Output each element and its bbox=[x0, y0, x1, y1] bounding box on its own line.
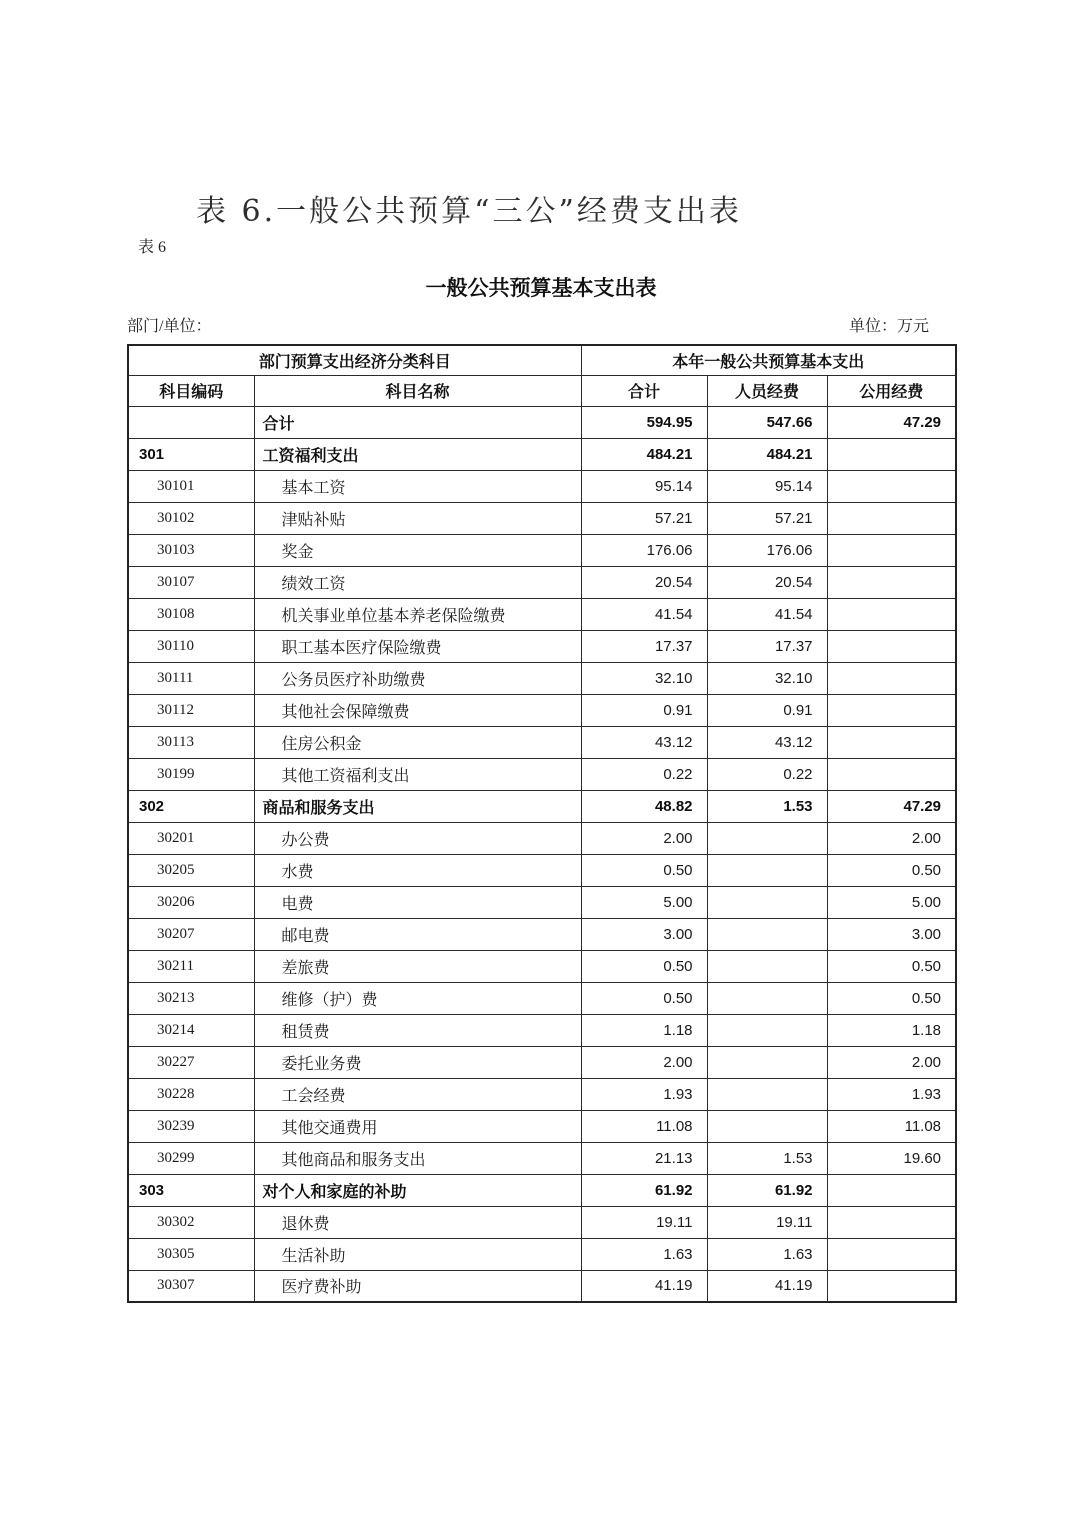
cell-name: 公务员医疗补助缴费 bbox=[254, 662, 581, 694]
cell-code: 30111 bbox=[128, 662, 254, 694]
table-row bbox=[128, 502, 956, 534]
cell-name: 商品和服务支出 bbox=[254, 790, 581, 822]
cell-public: 2.00 bbox=[827, 822, 956, 854]
cell-public bbox=[827, 534, 956, 566]
cell-code: 30207 bbox=[128, 918, 254, 950]
table-row bbox=[128, 886, 956, 918]
table-row bbox=[128, 1078, 956, 1110]
cell-public: 47.29 bbox=[827, 790, 956, 822]
cell-name: 电费 bbox=[254, 886, 581, 918]
cell-name: 其他工资福利支出 bbox=[254, 758, 581, 790]
cell-total: 20.54 bbox=[581, 566, 707, 598]
cell-total: 1.93 bbox=[581, 1078, 707, 1110]
cell-name: 办公费 bbox=[254, 822, 581, 854]
table-number-label: 表 6 bbox=[138, 239, 167, 256]
department-unit-label: 部门/单位： bbox=[127, 318, 212, 335]
cell-total: 41.19 bbox=[581, 1270, 707, 1302]
cell-total: 19.11 bbox=[581, 1206, 707, 1238]
cell-name: 医疗费补助 bbox=[254, 1270, 581, 1302]
table-row bbox=[128, 1206, 956, 1238]
cell-public: 1.18 bbox=[827, 1014, 956, 1046]
cell-code: 30299 bbox=[128, 1142, 254, 1174]
cell-personnel: 41.19 bbox=[707, 1270, 827, 1302]
cell-total: 0.50 bbox=[581, 982, 707, 1014]
cell-code bbox=[128, 406, 254, 438]
cell-personnel: 95.14 bbox=[707, 470, 827, 502]
cell-personnel bbox=[707, 886, 827, 918]
cell-code: 30213 bbox=[128, 982, 254, 1014]
table-row bbox=[128, 470, 956, 502]
cell-name: 绩效工资 bbox=[254, 566, 581, 598]
table-row bbox=[128, 1270, 956, 1302]
cell-name: 工资福利支出 bbox=[254, 438, 581, 470]
cell-total: 57.21 bbox=[581, 502, 707, 534]
table-row bbox=[128, 406, 956, 438]
cell-code: 30214 bbox=[128, 1014, 254, 1046]
cell-personnel bbox=[707, 1046, 827, 1078]
cell-code: 30101 bbox=[128, 470, 254, 502]
table-row bbox=[128, 1142, 956, 1174]
group-header-row bbox=[128, 345, 956, 375]
cell-public bbox=[827, 438, 956, 470]
cell-personnel bbox=[707, 822, 827, 854]
cell-personnel: 0.22 bbox=[707, 758, 827, 790]
cell-code: 30110 bbox=[128, 630, 254, 662]
cell-personnel bbox=[707, 1078, 827, 1110]
table-row bbox=[128, 662, 956, 694]
table-row bbox=[128, 630, 956, 662]
cell-name: 住房公积金 bbox=[254, 726, 581, 758]
cell-code: 30307 bbox=[128, 1270, 254, 1302]
cell-public bbox=[827, 726, 956, 758]
table-row bbox=[128, 598, 956, 630]
cell-personnel: 19.11 bbox=[707, 1206, 827, 1238]
cell-code: 30108 bbox=[128, 598, 254, 630]
cell-personnel: 547.66 bbox=[707, 406, 827, 438]
cell-name: 其他商品和服务支出 bbox=[254, 1142, 581, 1174]
cell-name: 机关事业单位基本养老保险缴费 bbox=[254, 598, 581, 630]
cell-public bbox=[827, 502, 956, 534]
cell-name: 委托业务费 bbox=[254, 1046, 581, 1078]
cell-public: 2.00 bbox=[827, 1046, 956, 1078]
table-row bbox=[128, 982, 956, 1014]
cell-public: 3.00 bbox=[827, 918, 956, 950]
cell-name: 租赁费 bbox=[254, 1014, 581, 1046]
col-header-subject-name: 科目名称 bbox=[254, 375, 581, 406]
table-title: 一般公共预算基本支出表 bbox=[425, 277, 657, 300]
col-header-subject-code: 科目编码 bbox=[128, 375, 254, 406]
table-row bbox=[128, 854, 956, 886]
cell-name: 其他社会保障缴费 bbox=[254, 694, 581, 726]
cell-name: 奖金 bbox=[254, 534, 581, 566]
cell-total: 32.10 bbox=[581, 662, 707, 694]
cell-public bbox=[827, 566, 956, 598]
table-row bbox=[128, 694, 956, 726]
cell-code: 303 bbox=[128, 1174, 254, 1206]
cell-public bbox=[827, 758, 956, 790]
cell-public: 11.08 bbox=[827, 1110, 956, 1142]
cell-code: 30112 bbox=[128, 694, 254, 726]
cell-code: 301 bbox=[128, 438, 254, 470]
cell-total: 1.63 bbox=[581, 1238, 707, 1270]
table-row bbox=[128, 438, 956, 470]
cell-total: 21.13 bbox=[581, 1142, 707, 1174]
cell-total: 41.54 bbox=[581, 598, 707, 630]
cell-total: 17.37 bbox=[581, 630, 707, 662]
cell-personnel: 1.53 bbox=[707, 1142, 827, 1174]
cell-code: 30201 bbox=[128, 822, 254, 854]
cell-code: 30206 bbox=[128, 886, 254, 918]
cell-public bbox=[827, 1238, 956, 1270]
cell-code: 30102 bbox=[128, 502, 254, 534]
table-row bbox=[128, 1174, 956, 1206]
cell-total: 95.14 bbox=[581, 470, 707, 502]
table-row bbox=[128, 534, 956, 566]
cell-personnel: 57.21 bbox=[707, 502, 827, 534]
cell-public bbox=[827, 1206, 956, 1238]
table-row bbox=[128, 566, 956, 598]
group-header-basic-expenditure: 本年一般公共预算基本支出 bbox=[581, 345, 956, 375]
cell-total: 0.22 bbox=[581, 758, 707, 790]
table-row bbox=[128, 950, 956, 982]
cell-total: 3.00 bbox=[581, 918, 707, 950]
table-row bbox=[128, 918, 956, 950]
cell-name: 合计 bbox=[254, 406, 581, 438]
cell-personnel: 41.54 bbox=[707, 598, 827, 630]
cell-name: 津贴补贴 bbox=[254, 502, 581, 534]
cell-total: 11.08 bbox=[581, 1110, 707, 1142]
cell-public bbox=[827, 598, 956, 630]
cell-personnel bbox=[707, 1110, 827, 1142]
cell-total: 0.50 bbox=[581, 950, 707, 982]
table-row bbox=[128, 1046, 956, 1078]
cell-public: 0.50 bbox=[827, 950, 956, 982]
cell-public: 1.93 bbox=[827, 1078, 956, 1110]
cell-name: 邮电费 bbox=[254, 918, 581, 950]
cell-code: 30227 bbox=[128, 1046, 254, 1078]
cell-code: 30302 bbox=[128, 1206, 254, 1238]
table-row bbox=[128, 758, 956, 790]
table-row bbox=[128, 1014, 956, 1046]
cell-code: 30228 bbox=[128, 1078, 254, 1110]
cell-total: 594.95 bbox=[581, 406, 707, 438]
cell-public bbox=[827, 630, 956, 662]
cell-total: 176.06 bbox=[581, 534, 707, 566]
table-body bbox=[128, 406, 956, 1302]
cell-code: 30239 bbox=[128, 1110, 254, 1142]
cell-personnel bbox=[707, 1014, 827, 1046]
cell-personnel bbox=[707, 982, 827, 1014]
cell-total: 484.21 bbox=[581, 438, 707, 470]
cell-total: 43.12 bbox=[581, 726, 707, 758]
cell-public bbox=[827, 662, 956, 694]
cell-personnel bbox=[707, 854, 827, 886]
cell-code: 30305 bbox=[128, 1238, 254, 1270]
cell-public: 47.29 bbox=[827, 406, 956, 438]
column-header-row bbox=[128, 375, 956, 406]
table-row bbox=[128, 1110, 956, 1142]
cell-public bbox=[827, 1270, 956, 1302]
table-row bbox=[128, 822, 956, 854]
cell-name: 基本工资 bbox=[254, 470, 581, 502]
cell-code: 30199 bbox=[128, 758, 254, 790]
table-row bbox=[128, 1238, 956, 1270]
table-meta-row bbox=[127, 313, 941, 336]
cell-name: 工会经费 bbox=[254, 1078, 581, 1110]
cell-total: 0.91 bbox=[581, 694, 707, 726]
cell-personnel: 1.53 bbox=[707, 790, 827, 822]
cell-public: 0.50 bbox=[827, 854, 956, 886]
cell-code: 30107 bbox=[128, 566, 254, 598]
col-header-public-funds: 公用经费 bbox=[827, 375, 956, 406]
cell-personnel: 176.06 bbox=[707, 534, 827, 566]
cell-personnel: 1.63 bbox=[707, 1238, 827, 1270]
cell-name: 维修（护）费 bbox=[254, 982, 581, 1014]
document-title: 表 6.一般公共预算“三公”经费支出表 bbox=[196, 194, 742, 229]
cell-personnel: 484.21 bbox=[707, 438, 827, 470]
cell-personnel bbox=[707, 918, 827, 950]
cell-personnel bbox=[707, 950, 827, 982]
table-row bbox=[128, 726, 956, 758]
cell-total: 2.00 bbox=[581, 1046, 707, 1078]
cell-public: 0.50 bbox=[827, 982, 956, 1014]
unit-of-measure-label: 单位：万元 bbox=[848, 318, 929, 335]
cell-personnel: 32.10 bbox=[707, 662, 827, 694]
cell-total: 5.00 bbox=[581, 886, 707, 918]
cell-name: 生活补助 bbox=[254, 1238, 581, 1270]
cell-personnel: 17.37 bbox=[707, 630, 827, 662]
cell-public: 19.60 bbox=[827, 1142, 956, 1174]
cell-name: 差旅费 bbox=[254, 950, 581, 982]
cell-code: 30205 bbox=[128, 854, 254, 886]
cell-total: 48.82 bbox=[581, 790, 707, 822]
cell-code: 30113 bbox=[128, 726, 254, 758]
cell-personnel: 0.91 bbox=[707, 694, 827, 726]
cell-public bbox=[827, 694, 956, 726]
cell-code: 30103 bbox=[128, 534, 254, 566]
cell-total: 1.18 bbox=[581, 1014, 707, 1046]
cell-public bbox=[827, 470, 956, 502]
cell-total: 0.50 bbox=[581, 854, 707, 886]
cell-name: 对个人和家庭的补助 bbox=[254, 1174, 581, 1206]
col-header-total: 合计 bbox=[581, 375, 707, 406]
cell-personnel: 20.54 bbox=[707, 566, 827, 598]
cell-code: 30211 bbox=[128, 950, 254, 982]
cell-total: 2.00 bbox=[581, 822, 707, 854]
table-row bbox=[128, 790, 956, 822]
cell-public bbox=[827, 1174, 956, 1206]
budget-expenditure-table bbox=[127, 344, 957, 1303]
cell-personnel: 61.92 bbox=[707, 1174, 827, 1206]
group-header-classification: 部门预算支出经济分类科目 bbox=[128, 345, 581, 375]
cell-personnel: 43.12 bbox=[707, 726, 827, 758]
cell-name: 水费 bbox=[254, 854, 581, 886]
cell-public: 5.00 bbox=[827, 886, 956, 918]
cell-name: 职工基本医疗保险缴费 bbox=[254, 630, 581, 662]
cell-total: 61.92 bbox=[581, 1174, 707, 1206]
cell-name: 退休费 bbox=[254, 1206, 581, 1238]
cell-code: 302 bbox=[128, 790, 254, 822]
col-header-personnel: 人员经费 bbox=[707, 375, 827, 406]
cell-name: 其他交通费用 bbox=[254, 1110, 581, 1142]
